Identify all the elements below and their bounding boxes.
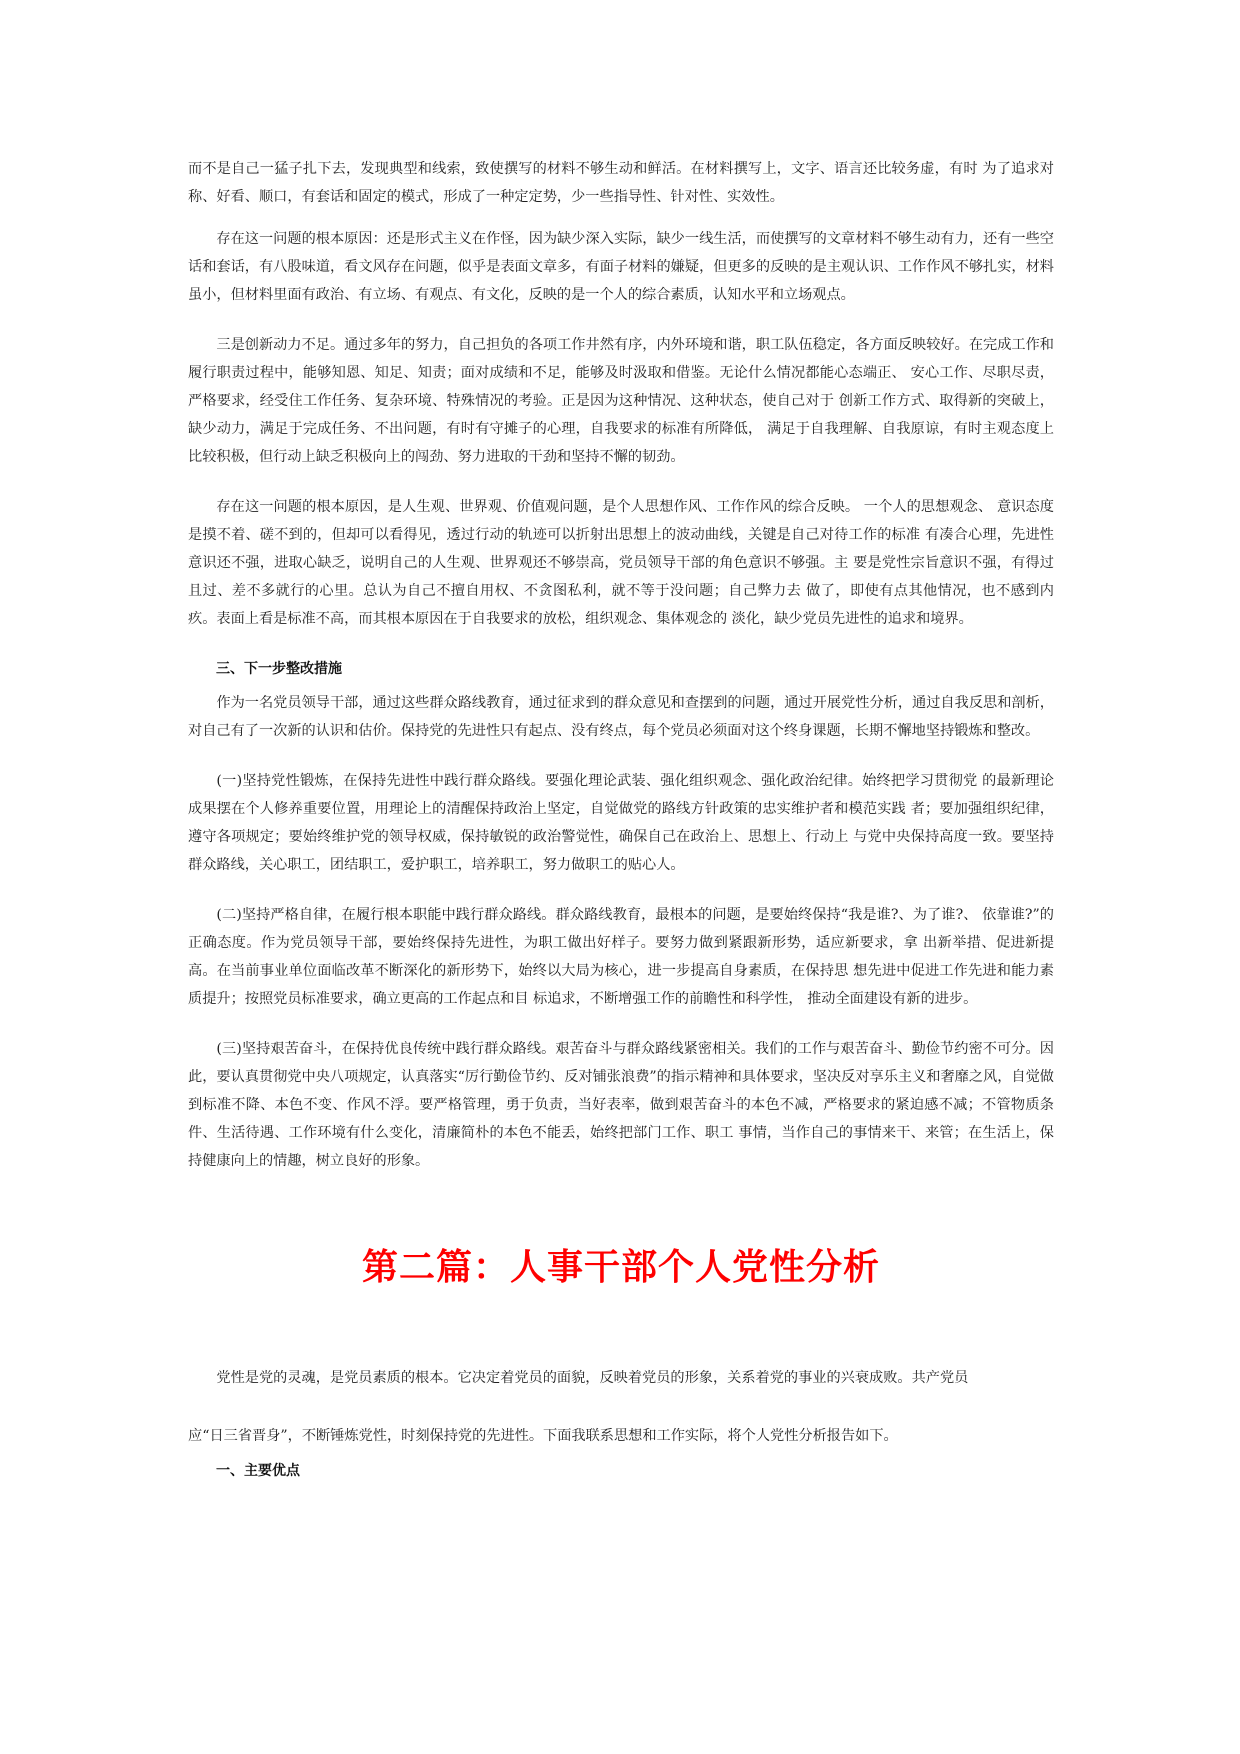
paragraph-root-cause-1: 存在这一问题的根本原因：还是形式主义在作怪，因为缺少深入实际，缺少一线生活，而使撰写的文章材料不够生动有力，还有一些空话和套话，有八股味道，看文风存在问题，似乎是表面文章多，有面子材料的嫌疑，但更多的反映的是主观认识、工作作风不够扎实，材料虽小，但材料里面有政治、有立场、有观点、有文化，反映的是一个人的综合素质，认知水平和立场观点。 — [188, 231, 1054, 303]
part1-top-block — [188, 155, 1054, 633]
paragraph-root-cause-2: 存在这一问题的根本原因，是人生观、世界观、价值观问题，是个人思想作风、工作作风的综合反映。 一个人的思想观念、 意识态度是摸不着、磋不到的，但却可以看得见，透过行动的轨迹可以折射出思想上的波动曲线，关键是自己对待工作的标准 有凑合心理，先进性意识还不强，进取心缺乏，说明自己的人生观、世界观还不够崇高，党员领导干部的角色意识不够强。主 要是党性宗旨意识不强，有得过且过、差不多就行的心里。总认为自己不擅自用权、不贪图私利，就不等于没问题；自己弊力去 做了，即使有点其他情况，也不感到内疚。表面上看是标准不高，而其根本原因在于自我要求的放松，组织观念、集体观念的 淡化，缺少党员先进性的追求和境界。 — [188, 499, 1054, 627]
paragraph-measure-3: (三)坚持艰苦奋斗，在保持优良传统中践行群众路线。艰苦奋斗与群众路线紧密相关。我们的工作与艰苦奋斗、勤俭节约密不可分。因此，要认真贯彻党中央八项规定，认真落实“厉行勤俭节约、反对铺张浪费”的指示精神和具体要求，坚决反对享乐主义和奢靡之风，自觉做到标准不降、本色不变、作风不浮。要严格管理，勇于负责，当好表率，做到艰苦奋斗的本色不减，严格要求的紧迫感不减；不管物质条件、生活待遇、工作环境有什么变化，清廉简朴的本色不能丢，始终把部门工作、职工 事情，当作自己的事情来干、来管；在生活上，保持健康向上的情趣，树立良好的形象。 — [188, 1041, 1054, 1169]
chapter-title: 第二篇：人事干部个人党性分析 — [361, 1246, 880, 1288]
part1-bottom-block — [188, 689, 1054, 1175]
paragraph-measure-2: (二)坚持严格自律，在履行根本职能中践行群众路线。群众路线教育，最根本的问题，是要始终保持“我是谁?、为了谁?、 依靠谁?”的正确态度。作为党员领导干部，要始终保持先进性，为职工做出好样子。要努力做到紧跟新形势，适应新要求，拿 出新举措、促进新提高。在当前事业单位面临改革不断深化的新形势下，始终以大局为核心，进一步提高自身素质，在保持思 想先进中促进工作先进和能力素质提升；按照党员标准要求，确立更高的工作起点和目 标追求，不断增强工作的前瞻性和科学性， 推动全面建设有新的进步。 — [188, 907, 1054, 1007]
paragraph-part2-intro-line1: 党性是党的灵魂，是党员素质的根本。它决定着党员的面貌，反映着党员的形象，关系着党的事业的兴衰成败。共产党员 — [216, 1370, 969, 1386]
section-heading-next-steps: 三、下一步整改措施 — [216, 661, 342, 677]
section-heading-main-strengths: 一、主要优点 — [216, 1463, 300, 1479]
paragraph-intro-measures: 作为一名党员领导干部，通过这些群众路线教育，通过征求到的群众意见和查摆到的问题，通过开展党性分析，通过自我反思和剖析，对自己有了一次新的认识和估价。保持党的先进性只有起点、没有终点，每个党员必须面对这个终身课题，长期不懈地坚持锻炼和整改。 — [188, 695, 1054, 739]
paragraph-part2-intro-line2: 应“日三省晋身”，不断锤炼党性，时刻保持党的先进性。下面我联系思想和工作实际，将个人党性分析报告如下。 — [188, 1428, 898, 1444]
part2-intro-block — [188, 1349, 1054, 1465]
paragraph-innovation: 三是创新动力不足。通过多年的努力，自己担负的各项工作井然有序，内外环境和谐，职工队伍稳定，各方面反映较好。在完成工作和履行职责过程中，能够知恩、知足、知责；面对成绩和不足，能够及时汲取和借鉴。无论什么情况都能心态端正、 安心工作、尽职尽责，严格要求，经受住工作任务、复杂环境、特殊情况的考验。正是因为这种情况、这种状态，使自己对于 创新工作方式、取得新的突破上，缺少动力，满足于完成任务、不出问题，有时有守摊子的心理，自我要求的标准有所降低， 满足于自我理解、自我原谅，有时主观态度上比较积极，但行动上缺乏积极向上的闯劲、努力进取的干劲和坚持不懈的韧劲。 — [188, 337, 1054, 465]
document-page — [188, 155, 1054, 1485]
paragraph-measure-1: (一)坚持党性锻炼，在保持先进性中践行群众路线。要强化理论武装、强化组织观念、强化政治纪律。始终把学习贯彻党 的最新理论成果摆在个人修养重要位置，用理论上的清醒保持政治上坚定，自觉做党的路线方针政策的忠实维护者和模范实践 者；要加强组织纪律，遵守各项规定；要始终维护党的领导权威，保持敏锐的政治警觉性，确保自己在政治上、思想上、行动上 与党中央保持高度一致。要坚持群众路线，关心职工，团结职工，爱护职工，培养职工，努力做职工的贴心人。 — [188, 773, 1054, 873]
paragraph-continuation: 而不是自己一猛子扎下去，发现典型和线索，致使撰写的材料不够生动和鲜活。在材料撰写上，文字、语言还比较务虚，有时 为了追求对称、好看、顺口，有套话和固定的模式，形成了一种定定势，少一些指导性、针对性、实效性。 — [188, 161, 1054, 205]
